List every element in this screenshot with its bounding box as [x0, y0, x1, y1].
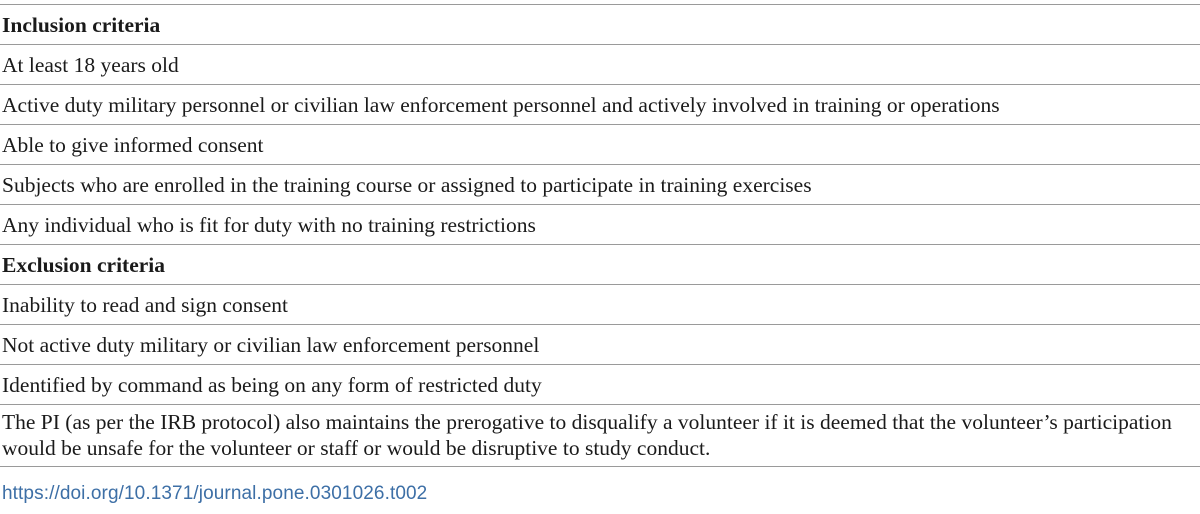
exclusion-criterion: Inability to read and sign consent [2, 292, 288, 317]
table-row [0, 45, 1200, 85]
doi-link[interactable]: https://doi.org/10.1371/journal.pone.0301026.t002 [2, 483, 428, 504]
inclusion-criteria-heading: Inclusion criteria [2, 12, 161, 37]
inclusion-criterion: Able to give informed consent [2, 132, 264, 157]
inclusion-criterion: At least 18 years old [2, 52, 179, 77]
table-row-exclusion-heading [0, 245, 1200, 285]
table-row [0, 165, 1200, 205]
exclusion-criterion: Identified by command as being on any form of restricted duty [2, 372, 542, 397]
inclusion-criterion: Subjects who are enrolled in the training course or assigned to participate in training exercises [2, 172, 812, 197]
inclusion-criterion: Active duty military personnel or civilian law enforcement personnel and actively involved in training or operations [2, 92, 1000, 117]
table-row [0, 285, 1200, 325]
table-row-inclusion-heading [0, 5, 1200, 45]
table-row [0, 85, 1200, 125]
inclusion-criterion: Any individual who is fit for duty with no training restrictions [2, 212, 536, 237]
table-row [0, 365, 1200, 405]
exclusion-criteria-heading: Exclusion criteria [2, 252, 166, 277]
criteria-table [0, 4, 1200, 467]
table-row [0, 205, 1200, 245]
table-row [0, 125, 1200, 165]
exclusion-criterion: The PI (as per the IRB protocol) also maintains the prerogative to disqualify a volunteer if it is deemed that the volunteer’s participation would be unsafe for the volunteer or staff or would be disruptive to study conduct. [2, 410, 1172, 460]
table-row [0, 325, 1200, 365]
exclusion-criterion: Not active duty military or civilian law enforcement personnel [2, 332, 540, 357]
table-row [0, 405, 1200, 467]
